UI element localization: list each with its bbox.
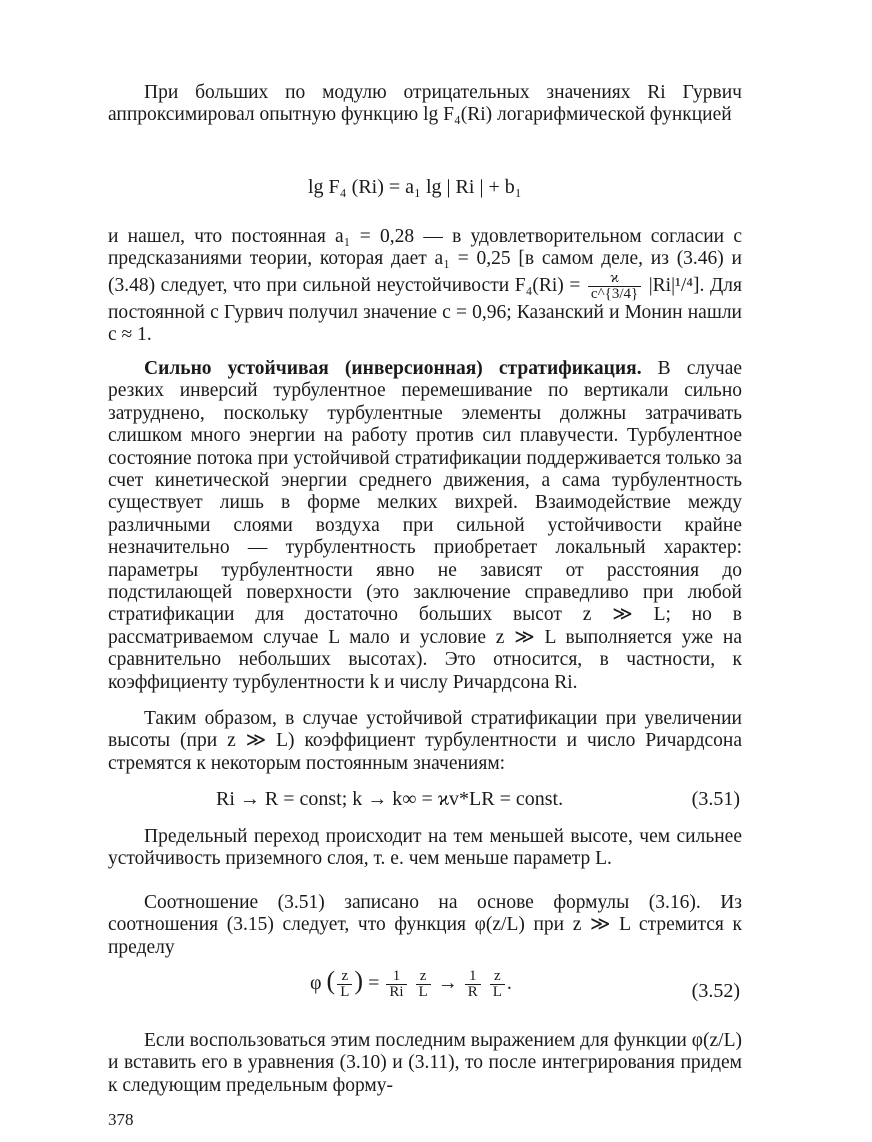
paragraph-relation-3-51: Соотношение (3.51) записано на основе формулы (3.16). Из соотношения (3.15) следует, что функция φ(z/L) при z ≫ L стремится к пределу bbox=[108, 892, 742, 958]
fraction-numerator: 1 bbox=[465, 969, 481, 985]
paragraph-last-expression: Если воспользоваться этим последним выражением для функции φ(z/L) и вставить его в уравнения (3.10) и (3.11), то после интегрирования придем к следующим предельным форму- bbox=[108, 1030, 742, 1096]
equals-sign: = bbox=[368, 972, 380, 994]
fraction-denominator: L bbox=[492, 983, 502, 1000]
paragraph-limit-values: Таким образом, в случае устойчивой стратификации при увеличении высоты (при z ≫ L) коэффициент турбулентности и число Ричардсона стремятся к некоторым постоянным значениям: bbox=[108, 708, 742, 774]
arrow-symbol: → bbox=[437, 972, 458, 994]
page-number: 378 bbox=[108, 1110, 134, 1129]
fraction-numerator: ϰ bbox=[588, 271, 641, 287]
section-heading-stable-stratification: Сильно устойчивая (инверсионная) стратификация. bbox=[144, 358, 642, 379]
formula-3-52 bbox=[310, 966, 512, 1000]
fraction-denominator: Ri bbox=[389, 983, 404, 1000]
fraction-z-over-L-3 bbox=[490, 969, 505, 1000]
paragraph-limit-transition: Предельный переход происходит на тем меньшей высоте, чем сильнее устойчивость приземного слоя, т. е. чем меньше параметр L. bbox=[108, 826, 742, 870]
fraction-numerator: z bbox=[490, 969, 505, 985]
paragraph-stable-stratification bbox=[108, 358, 742, 694]
fraction-kappa-over-c bbox=[588, 271, 641, 302]
fraction-z-over-L bbox=[337, 969, 352, 1000]
paren-open: ( bbox=[326, 966, 336, 995]
fraction-numerator: z bbox=[337, 969, 352, 985]
paragraph-constant-a1 bbox=[108, 226, 742, 347]
equation-number-3-52: (3.52) bbox=[691, 980, 740, 1002]
formula-lgF4: lg F₄ (Ri) = a₁ lg | Ri | + b₁ bbox=[308, 176, 522, 198]
paragraph-stable-stratification-body: В случае резких инверсий турбулентное перемешивание по вертикали сильно затруднено, поскольку турбулентные элементы должны затрачивать слишком много энергии на работу против сил плавучести. Турбулентное состояние потока при устойчивой стратификации поддерживается только за счет кинетической энергии среднего движения, а сама турбулентность существует лишь в форме мелких вихрей. Взаимодействие между различными слоями воздуха при сильной устойчивости крайне незначительно — турбулентность приобретает локальный характер: параметры турбулентности явно не зависят от расстояния до подстилающей поверхности (это заключение справедливо при любой стратификации для достаточно больших высот z ≫ L; но в рассматриваемом случае L мало и условие z ≫ L выполняется уже на сравнительно небольших высотах). Это относится, в частности, к коэффициенту турбулентности k и числу Ричардсона Ri. bbox=[108, 358, 743, 693]
fraction-one-over-R bbox=[465, 969, 481, 1000]
fraction-z-over-L-2 bbox=[416, 969, 431, 1000]
equation-number-3-51: (3.51) bbox=[691, 788, 740, 810]
paren-close: ) bbox=[354, 966, 364, 995]
period: . bbox=[506, 972, 512, 994]
phi-symbol: φ bbox=[310, 972, 322, 994]
formula-3-51: Ri → R = const; k → k∞ = ϰv*LR = const. bbox=[216, 788, 564, 810]
fraction-denominator: L bbox=[418, 983, 428, 1000]
paragraph-constant-a1-part1: и нашел, что постоянная a₁ = 0,28 — в удовлетворительном согласии с предсказаниями теории, которая дает a₁ = 0,25 [в самом деле, из (3.46) и (3.48) следует, что при сильной неустойчивости F₄(Ri) = bbox=[108, 226, 742, 296]
fraction-numerator: z bbox=[416, 969, 431, 985]
fraction-denominator: c^{3/4} bbox=[590, 285, 639, 302]
fraction-denominator: L bbox=[340, 983, 350, 1000]
paragraph-gurvich-approximation: При больших по модулю отрицательных значениях Ri Гурвич аппроксимировал опытную функцию lg F₄(Ri) логарифмической функцией bbox=[108, 82, 742, 126]
fraction-one-over-Ri bbox=[386, 969, 406, 1000]
fraction-numerator: 1 bbox=[386, 969, 406, 985]
paragraph-constant-a1-part2: |Ri|¹/⁴]. Для постоянной c Гурвич получил значение c = 0,96; Казанский и Монин нашли c ≈ 1. bbox=[108, 274, 743, 346]
fraction-denominator: R bbox=[467, 983, 478, 1000]
